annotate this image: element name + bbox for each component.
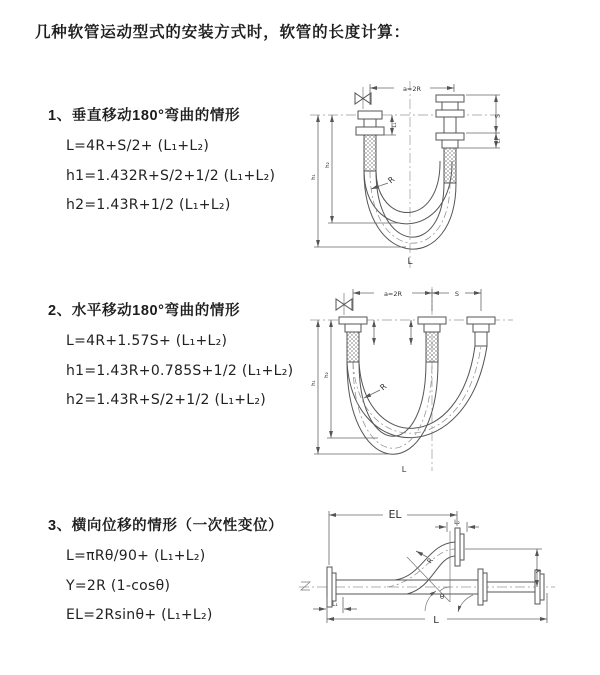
dim-label-el: EL [388, 508, 402, 521]
braid-section [444, 148, 456, 183]
section-horizontal-180 [48, 299, 338, 416]
braid-section [426, 332, 438, 362]
radius-label: R [378, 381, 389, 393]
left-fitting [356, 111, 384, 171]
dim-label-span: a=2R [383, 290, 403, 298]
dim-label-l1: L₁ [332, 601, 338, 608]
right-fitting-upper-position [436, 95, 464, 133]
centerlines [310, 287, 513, 471]
valve-icon [336, 293, 352, 315]
braid-section [347, 332, 359, 362]
diagram-lateral-displacement [295, 497, 600, 659]
centerlines [310, 81, 501, 268]
dim-label-l: L [433, 615, 439, 626]
break-symbol [301, 582, 310, 590]
length-label: L [401, 465, 407, 474]
dim-label-h2: h₂ [325, 162, 331, 168]
braid-section [364, 135, 376, 171]
dim-label-l2: L₂ [454, 519, 460, 526]
section-1-heading: 1、垂直移动180°弯曲的情形 [48, 108, 241, 124]
dimensions [311, 84, 502, 267]
dim-label-y: Y [535, 568, 543, 574]
formula-length: L=4R+1.57S+ (L₁+L₂) [66, 333, 228, 349]
section-2-heading: 2、水平移动180°弯曲的情形 [48, 303, 241, 319]
radius-label: R [386, 174, 397, 186]
right-fitting [467, 317, 495, 346]
formula-el: EL=2Rsinθ+ (L₁+L₂) [66, 607, 213, 623]
dim-label-l1: L₁ [392, 122, 398, 128]
section-3-heading: 3、横向位移的情形（一次性变位） [48, 518, 284, 534]
diagram-horizontal-180-bend [308, 283, 598, 475]
radius-label: R [425, 556, 436, 566]
formula-y: Y=2R (1-cosθ) [66, 577, 171, 594]
dim-label-s: S [454, 290, 460, 298]
formula-length: L=πRθ/90+ (L₁+L₂) [66, 548, 206, 564]
center-fitting [418, 317, 446, 362]
dim-label-s: S [493, 113, 502, 119]
diagram-vertical-180-bend [308, 75, 593, 272]
valve-icon [355, 87, 371, 109]
dim-label-span: a=2R [402, 85, 422, 93]
angle-label: θ [439, 593, 445, 601]
dim-label-h2: h₂ [324, 372, 330, 378]
dimensions [313, 508, 547, 626]
document-title: 几种软管运动型式的安装方式时，软管的长度计算： [35, 24, 410, 41]
dim-label-h1: h₁ [311, 380, 317, 386]
formula-length: L=4R+S/2+ (L₁+L₂) [66, 138, 210, 154]
dim-label-h1: h₁ [311, 174, 317, 180]
centerlines [299, 549, 555, 590]
dim-label-l2: L₂ [495, 138, 502, 144]
dimensions [311, 289, 481, 474]
section-vertical-180 [48, 104, 338, 221]
length-label: L [407, 257, 413, 267]
formula-h1: h1=1.432R+S/2+1/2 (L₁+L₂) [66, 167, 276, 184]
formula-h2: h2=1.43R+S/2+1/2 (L₁+L₂) [66, 392, 267, 408]
displaced-end-flange [455, 528, 464, 566]
formula-h2: h2=1.43R+1/2 (L₁+L₂) [66, 197, 231, 213]
formula-h1: h1=1.43R+0.785S+1/2 (L₁+L₂) [66, 362, 294, 379]
left-fitting [339, 317, 367, 362]
right-fitting-lower-position [436, 133, 464, 183]
